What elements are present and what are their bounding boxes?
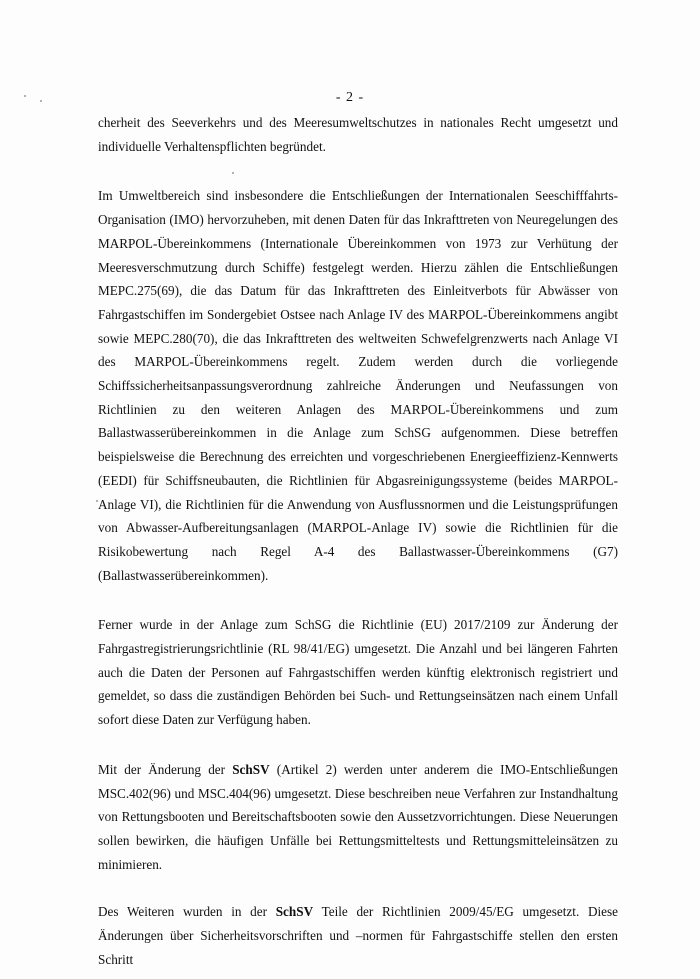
paragraph-passenger-registration: Ferner wurde in der Anlage zum SchSG die Richtlinie (EU) 2017/2109 zur Änderung der Fahrgastregistrierungsrichtlinie (RL 98/41/EG) umgesetzt. Die Anzahl und bei längeren Fahrten auch die Daten der Personen auf Fahrgastschiffen werden künftig elektronisch registriert und gemeldet, so dass die zuständigen Behörden bei Such- und Rettungseinsätzen nach einem Unfall sofort diese Daten zur Verfügung haben. [98,617,618,728]
paragraph-text-before: Des Weiteren wurden in der [98,904,276,920]
paragraph-text-after: Teile der Richtlinien 2009/45/EG umgesetzt. Diese Änderungen über Sicherheitsvorschriften und –normen für Fahrgastschiffe stellen den ersten Schritt [98,904,618,967]
schsv-term: SchSV [232,761,270,777]
paragraph-text-before: Mit der Änderung der [98,761,233,777]
paragraph-intro-continuation: cherheit des Seeverkehrs und des Meeresumweltschutzes in nationales Recht umgesetzt und individuelle Verhaltenspflichten begründet. [98,115,618,154]
scan-speck [232,172,234,174]
schsv-term: SchSV [275,904,314,920]
document-body [98,111,618,972]
paragraph-imo-resolutions: Im Umweltbereich sind insbesondere die Entschließungen der Internationalen Seeschifffahrts-Organisation (IMO) hervorzuheben, mit denen Daten für das Inkrafttreten von Neuregelungen des MARPOL-Übereinkommens (Internationale Übereinkommen von 1973 zur Verhütung der Meeresverschmutzung durch Schiffe) festgelegt werden. Hierzu zählen die Entschließungen MEPC.275(69), die das Datum für das Inkrafttreten des Einleitverbots für Abwässer von Fahrgastschiffen im Sondergebiet Ostsee nach Anlage IV des MARPOL-Übereinkommens angibt sowie MEPC.280(70), die das Inkrafttreten des weltweiten Schwefelgrenzwerts nach Anlage VI des MARPOL-Übereinkommens regelt. Zudem werden durch die vorliegende Schiffssicherheitsanpassungsverordnung zahlreiche Änderungen und Neufassungen von Richtlinien zu den weiteren Anlagen des MARPOL-Übereinkommens und zum Ballastwasserübereinkommen in die Anlage zum SchSG aufgenommen. Diese betreffen beispielsweise die Berechnung des erreichten und vorgeschriebenen Energieeffizienz-Kennwerts (EEDI) für Schiffsneubauten, die Richtlinien für Abgasreinigungssysteme (beides MARPOL-Anlage VI), die Richtlinien für die Anwendung von Ausflussnormen und die Leistungsprüfungen von Abwasser-Aufbereitungsanlagen (MARPOL-Anlage IV) sowie die Richtlinien für die Risikobewertung nach Regel A-4 des Ballastwasser-Übereinkommens (G7) (Ballastwasserübereinkommen). [98,188,618,583]
paragraph-schsv-changes [98,758,618,877]
paragraph-schsv-directive [98,900,618,971]
page-number: - 2 - [335,90,365,105]
scan-speck [40,100,42,102]
scan-speck [96,500,98,502]
scan-speck [24,95,26,97]
paragraph-text-after: (Artikel 2) werden unter anderem die IMO-Entschließungen MSC.402(96) und MSC.404(96) umgesetzt. Diese beschreiben neue Verfahren zur Instandhaltung von Rettungsbooten und Bereitschaftsbooten sowie den Aussetzvorrichtungen. Diese Neuerungen sollen bewirken, die häufigen Unfälle bei Rettungsmitteltests und Rettungsmitteleinsätzen zu minimieren. [98,761,618,872]
